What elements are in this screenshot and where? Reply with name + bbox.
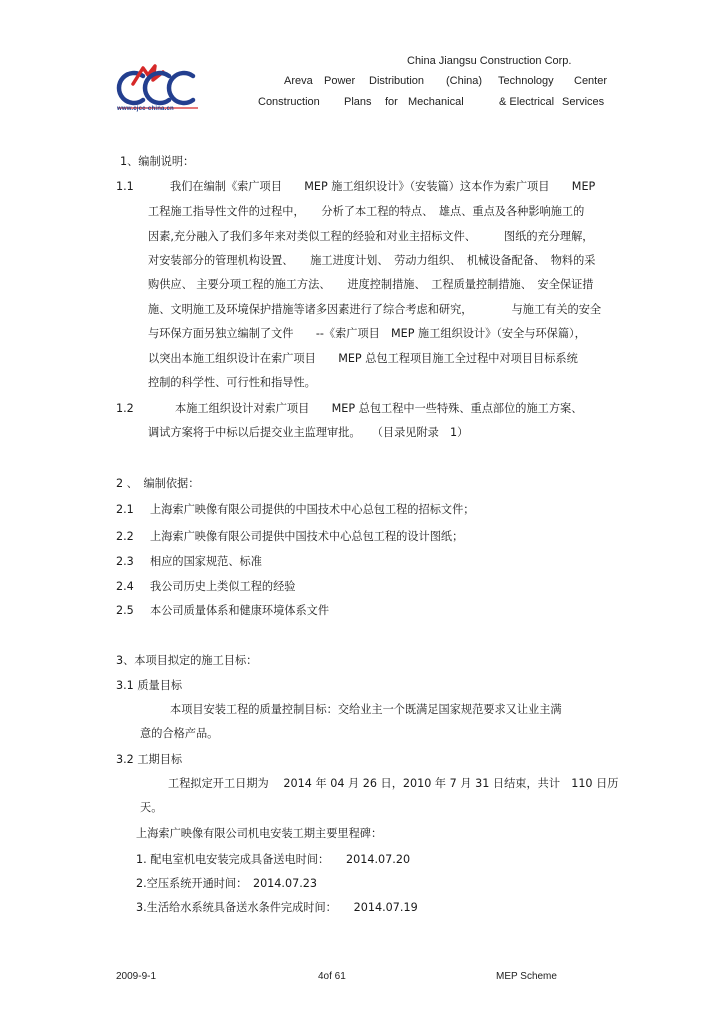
list-item: 本公司质量体系和健康环境体系文件 bbox=[150, 604, 330, 617]
header-line2-word: Center bbox=[574, 75, 608, 87]
list-item-number: 2.2 bbox=[116, 530, 134, 543]
header-line3-word: Construction bbox=[258, 96, 320, 108]
para-1-1-line: 我们在编制《索广项目 MEP 施工组织设计》（安装篇）这本作为索广项目 MEP bbox=[170, 180, 596, 193]
para-1-2-line: 调试方案将于中标以后提交业主监理审批。 （目录见附录 1） bbox=[148, 426, 469, 439]
header-line3-word: Services bbox=[562, 96, 605, 108]
list-item: 上海索广映像有限公司提供中国技术中心总包工程的设计图纸； bbox=[150, 530, 464, 543]
milestone-item: 1. 配电室机电安装完成具备送电时间： 2014.07.20 bbox=[136, 853, 411, 866]
list-item: 相应的国家规范、标准 bbox=[150, 555, 262, 568]
subsection-quality-title: 3.1 质量目标 bbox=[116, 679, 183, 692]
para-1-1-line: 因素,充分融入了我们多年来对类似工程的经验和对业主招标文件、 图纸的充分理解， bbox=[148, 230, 594, 243]
para-1-1-line: 施、文明施工及环境保护措施等诸多因素进行了综合考虑和研究， 与施工有关的安全 bbox=[148, 303, 602, 316]
para-1-1-line: 以突出本施工组织设计在索广项目 MEP 总包工程项目施工全过程中对项目目标系统 bbox=[148, 352, 578, 365]
header-line2-word: Power bbox=[324, 75, 356, 87]
header-line2-word: Areva bbox=[284, 75, 313, 87]
list-item: 上海索广映像有限公司提供的中国技术中心总包工程的招标文件； bbox=[150, 503, 475, 516]
schedule-line: 天。 bbox=[140, 801, 163, 814]
header-company: China Jiangsu Construction Corp. bbox=[407, 55, 572, 67]
footer-page-number: 4of 61 bbox=[318, 971, 346, 982]
logo-url: www.cjcc-china.cn bbox=[117, 106, 174, 112]
section-1-title: 1、编制说明： bbox=[120, 155, 195, 168]
para-1-1-line: 工程施工指导性文件的过程中， 分析了本工程的特点、 雄点、重点及各种影响施工的 bbox=[148, 205, 585, 218]
header-line2-word: Distribution bbox=[369, 75, 425, 87]
para-1-1-line: 对安装部分的管理机构设置、 施工进度计划、 劳动力组织、 机械设备配备、 物料的采 bbox=[148, 254, 596, 267]
para-1-1-line: 与环保方面另独立编制了文件 --《索广项目 MEP 施工组织设计》（安全与环保篇）， bbox=[148, 327, 586, 340]
schedule-line: 工程拟定开工日期为 2014 年 04 月 26 日，2010 年 7 月 31 日结束，共计 110 日历 bbox=[168, 777, 619, 790]
header-line3-word: Mechanical bbox=[408, 96, 464, 108]
footer-date: 2009-9-1 bbox=[116, 971, 157, 982]
list-item-number: 2.4 bbox=[116, 580, 134, 593]
list-item-number: 2.3 bbox=[116, 555, 134, 568]
para-1-1-line: 控制的科学性、可行性和指导性。 bbox=[148, 376, 316, 389]
milestone-item: 3.生活给水系统具备送水条件完成时间： 2014.07.19 bbox=[136, 901, 418, 914]
header-line2-word: Technology bbox=[498, 75, 554, 87]
para-1-1-number: 1.1 bbox=[116, 180, 134, 193]
header-line2-word: (China) bbox=[446, 75, 483, 87]
footer-doc-name: MEP Scheme bbox=[496, 971, 557, 982]
list-item-number: 2.5 bbox=[116, 604, 134, 617]
quality-line: 意的合格产品。 bbox=[140, 727, 219, 740]
header-line3-word: & Electrical bbox=[499, 96, 555, 108]
list-item-number: 2.1 bbox=[116, 503, 134, 516]
quality-line: 本项目安装工程的质量控制目标：交给业主一个既满足国家规范要求又让业主满 bbox=[170, 703, 562, 716]
section-3-title: 3、本项目拟定的施工目标： bbox=[116, 654, 258, 667]
milestone-heading: 上海索广映像有限公司机电安装工期主要里程碑： bbox=[136, 827, 383, 840]
para-1-2-number: 1.2 bbox=[116, 402, 134, 415]
section-2-title: 2 、 编制依据： bbox=[116, 477, 200, 490]
header-line3-word: for bbox=[385, 96, 398, 108]
para-1-1-line: 购供应、 主要分项工程的施工方法、 进度控制措施、 工程质量控制措施、 安全保证措 bbox=[148, 278, 594, 291]
header-line3-word: Plans bbox=[344, 96, 372, 108]
subsection-schedule-title: 3.2 工期目标 bbox=[116, 753, 183, 766]
milestone-item: 2.空压系统开通时间： 2014.07.23 bbox=[136, 877, 318, 890]
para-1-2-line: 本施工组织设计对索广项目 MEP 总包工程中一些特殊、重点部位的施工方案、 bbox=[175, 402, 583, 415]
list-item: 我公司历史上类似工程的经验 bbox=[150, 580, 296, 593]
